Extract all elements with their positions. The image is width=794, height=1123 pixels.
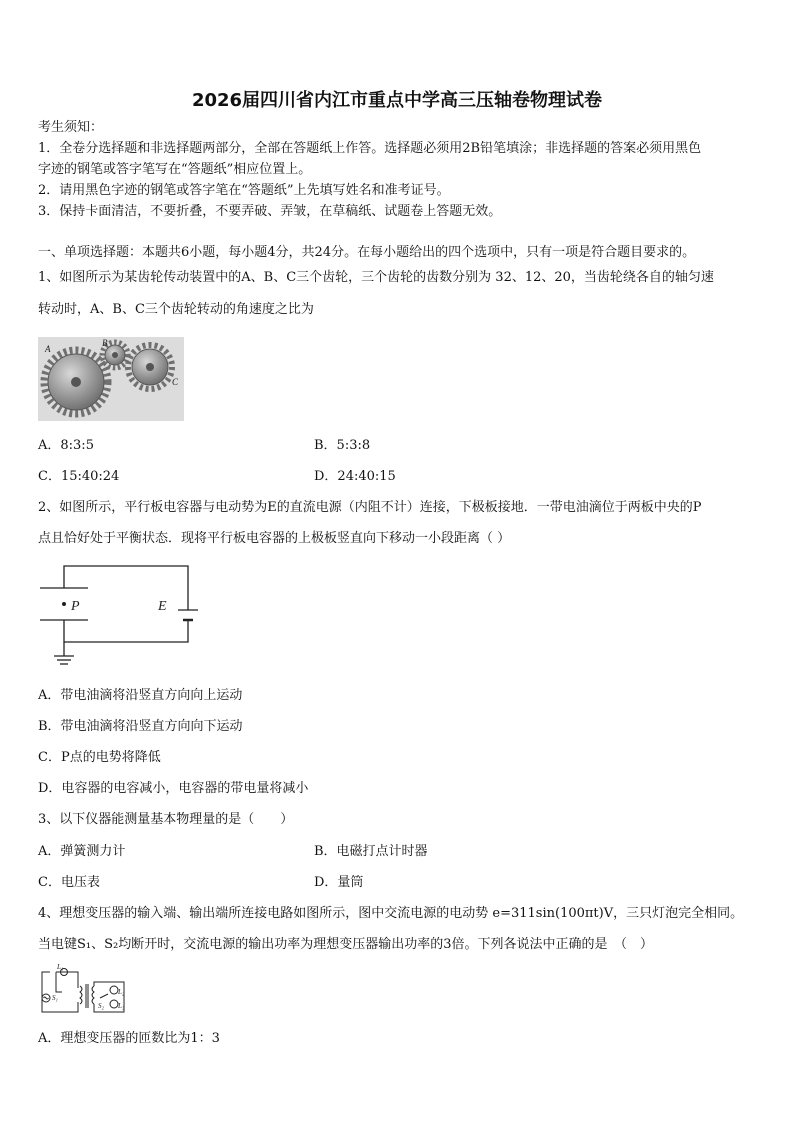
notice-item: 2．请用黑色字迹的钢笔或答字笔在“答题纸”上先填写姓名和准考证号。 <box>38 183 450 198</box>
option: C．15:40:24 <box>38 469 120 484</box>
option: A．理想变压器的匝数比为1：3 <box>38 1031 220 1046</box>
transformer-circuit-figure <box>38 962 130 1018</box>
option: C．P点的电势将降低 <box>38 750 161 765</box>
question-1-text: 转动时，A、B、C三个齿轮转动的角速度之比为 <box>38 302 314 317</box>
gear-label-b: B <box>102 338 108 348</box>
capacitor-circuit-figure <box>38 558 198 670</box>
gears-figure <box>38 337 184 421</box>
notice-item: 字迹的钢笔或答字笔写在“答题纸”相应位置上。 <box>38 162 312 177</box>
bottom-wire <box>64 620 188 642</box>
notice-heading: 考生须知： <box>38 120 104 135</box>
s2-label: S₂ <box>98 1002 104 1010</box>
switch-s2 <box>100 994 108 998</box>
option: B．5:3:8 <box>314 438 371 453</box>
question-4-text: 当电键S₁、S₂均断开时，交流电源的输出功率为理想变压器输出功率的3倍。下列各说法中正确的是 （ ） <box>38 937 654 952</box>
l2-label: L₂ <box>118 988 125 996</box>
option: B．电磁打点计时器 <box>314 844 428 859</box>
l3-label: L₃ <box>118 1002 125 1010</box>
option: A．8:3:5 <box>38 438 94 453</box>
question-4-text: 4、理想变压器的输入端、输出端所连接电路如图所示，图中交流电源的电动势 e=311sin(100πt)V，三只灯泡完全相同。 <box>38 906 744 921</box>
primary-coil <box>80 986 82 1004</box>
lamp-l3 <box>110 1000 118 1008</box>
secondary-coil <box>92 986 94 1004</box>
gear-label-a: A <box>45 344 51 354</box>
question-2-text: 点且恰好处于平衡状态．现将平行板电容器的上极板竖直向下移动一小段距离（ ） <box>38 531 511 546</box>
emf-e-label: E <box>158 599 167 614</box>
point-p-label: P <box>71 599 80 614</box>
notice-item: 1．全卷分选择题和非选择题两部分，全部在答题纸上作答。选择题必须用2B铅笔填涂；非选择题的答案必须用黑色 <box>38 141 702 156</box>
page-title: 2026届四川省内江市重点中学高三压轴卷物理试卷 <box>191 90 603 111</box>
section-heading: 一、单项选择题：本题共6小题，每小题4分，共24分。在每小题给出的四个选项中，只有一项是符合题目要求的。 <box>38 245 696 260</box>
option: A．带电油滴将沿竖直方向向上运动 <box>38 688 243 703</box>
oil-drop <box>62 602 66 606</box>
gear-label-c: C <box>172 377 179 387</box>
option: D．电容器的电容减小，电容器的带电量将减小 <box>38 781 309 796</box>
question-3-text: 3、以下仪器能测量基本物理量的是（ ） <box>38 812 294 827</box>
notice-item: 3．保持卡面清洁，不要折叠，不要弄破、弄皱，在草稿纸、试题卷上答题无效。 <box>38 204 502 219</box>
lamp-l2 <box>110 986 118 994</box>
option: A．弹簧测力计 <box>38 844 126 859</box>
option: C．电压表 <box>38 875 100 890</box>
option: B．带电油滴将沿竖直方向向下运动 <box>38 719 243 734</box>
option: D．量筒 <box>314 875 364 890</box>
s1-label: S₁ <box>52 994 58 1002</box>
question-2-text: 2、如图所示，平行板电容器与电动势为E的直流电源（内阻不计）连接，下极板接地．一带电油滴位于两板中央的P <box>38 500 702 515</box>
option: D．24:40:15 <box>314 469 396 484</box>
question-1-text: 1、如图所示为某齿轮传动装置中的A、B、C三个齿轮，三个齿轮的齿数分别为 32、12、20，当齿轮绕各自的轴匀速 <box>38 270 714 285</box>
l1-label: L₁ <box>57 963 64 971</box>
